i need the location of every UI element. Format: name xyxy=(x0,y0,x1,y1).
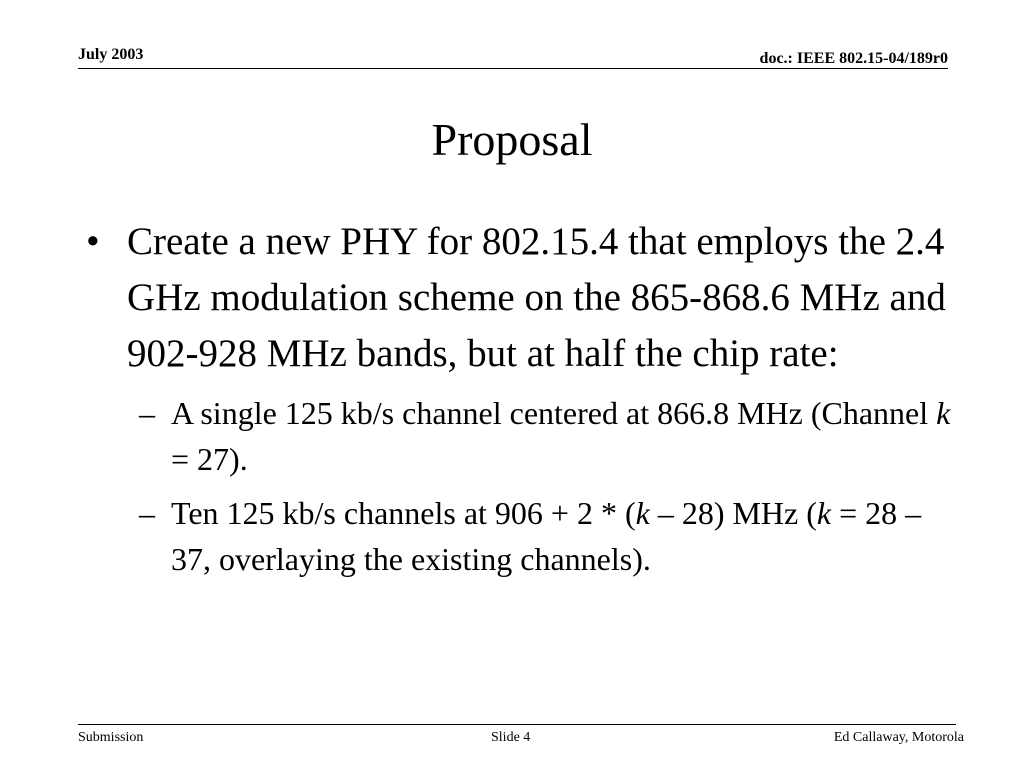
variable-k: k xyxy=(816,495,832,531)
footer-author: Ed Callaway, Motorola xyxy=(833,730,964,745)
dash-mark: – xyxy=(139,495,155,531)
bullet-text: Create a new PHY for 802.15.4 that employs the 2.4 GHz modulation scheme on the 865-868.6 MHz and 902-928 MHz bands, but at half the chip rate: xyxy=(127,220,946,375)
sub-bullet-text-pre: Ten 125 kb/s channels at 906 + 2 * ( xyxy=(171,495,636,531)
sub-bullet-text-post: = 27). xyxy=(171,441,248,477)
sub-bullet-item xyxy=(86,390,966,482)
footer-submission: Submission xyxy=(78,730,144,745)
header-date: July 2003 xyxy=(78,46,144,63)
sub-bullet-text-pre: A single 125 kb/s channel centered at 866.8 MHz (Channel xyxy=(171,395,937,431)
bullet-item xyxy=(86,214,966,382)
bullet-mark: • xyxy=(86,220,100,263)
variable-k: k xyxy=(635,495,650,531)
sub-bullet-text-mid: – 28) MHz ( xyxy=(649,495,817,531)
slide-title: Proposal xyxy=(431,114,593,165)
slide-body xyxy=(86,214,966,582)
variable-k: k xyxy=(936,395,951,431)
header-doc-id: doc.: IEEE 802.15-04/189r0 xyxy=(759,50,948,67)
footer-divider xyxy=(78,724,956,725)
dash-mark: – xyxy=(139,395,155,431)
footer-slide-number: Slide 4 xyxy=(491,730,531,745)
sub-bullet-text-post: = 28 – 37, overlaying the existing channels). xyxy=(171,495,922,577)
header-divider xyxy=(78,68,948,69)
sub-bullet-item xyxy=(86,490,966,582)
